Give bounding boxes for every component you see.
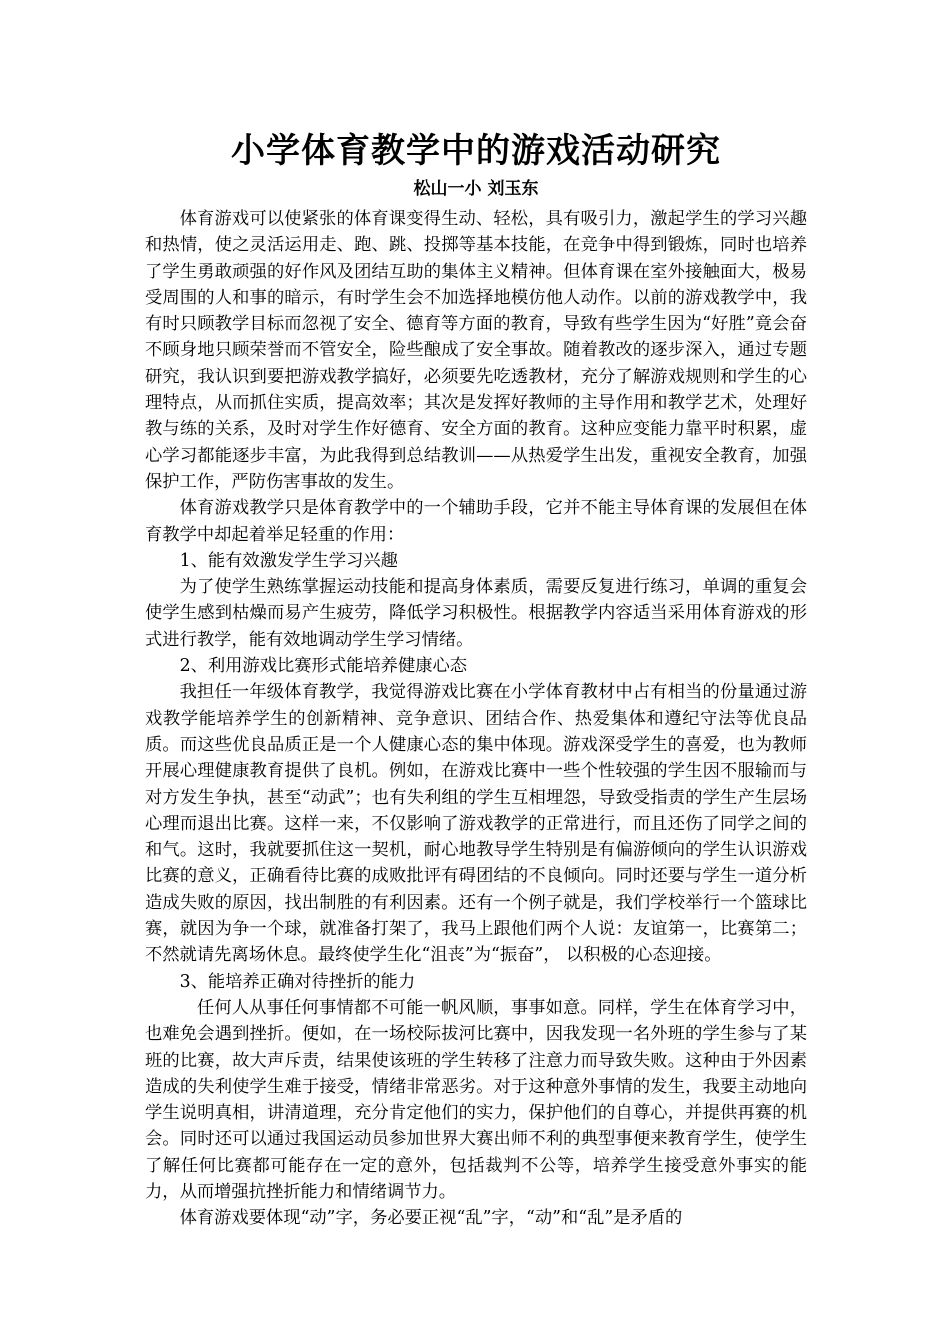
document-body	[145, 206, 807, 1232]
section-heading-3: 3、能培养正确对待挫折的能力	[179, 971, 416, 992]
paragraph-role: 体育游戏教学只是体育教学中的一个辅助手段，它并不能主导体育课的发展但在体育教学中却起着举足轻重的作用：	[145, 498, 807, 545]
section-heading-2: 2、利用游戏比赛形式能培养健康心态	[179, 656, 468, 677]
paragraph-section-2: 我担任一年级体育教学，我觉得游戏比赛在小学体育教材中占有相当的份量通过游戏教学能培养学生的创新精神、竞争意识、团结合作、热爱集体和遵纪守法等优良品质。而这些优良品质正是一个人健康心态的集中体现。游戏深受学生的喜爱，也为教师开展心理健康教育提供了良机。例如，在游戏比赛中一些个性较强的学生因不服输而与对方发生争执，甚至“动武”；也有失利组的学生互相埋怨，导致受指责的学生产生层场心理而退出比赛。这样一来，不仅影响了游戏教学的正常进行，而且还伤了同学之间的和气。这时，我就要抓住这一契机，耐心地教导学生特别是有偏游倾向的学生认识游戏比赛的意义，正确看待比赛的成败批评有碍团结的不良倾向。同时还要与学生一道分析造成失败的原因，找出制胜的有利因素。还有一个例子就是，我们学校举行一个篮球比赛，就因为争一个球，就准备打架了，我马上跟他们两个人说：友谊第一，比赛第二；不然就请先离场休息。最终使学生化“沮丧”为“振奋”， 以积极的心态迎接。	[145, 682, 807, 966]
document-page	[145, 126, 807, 1232]
paragraph-intro: 体育游戏可以使紧张的体育课变得生动、轻松，具有吸引力，激起学生的学习兴趣和热情，使之灵活运用走、跑、跳、投掷等基本技能，在竞争中得到锻炼，同时也培养了学生勇敢顽强的好作风及团结互助的集体主义精神。但体育课在室外接触面大，极易受周围的人和事的暗示，有时学生会不加选择地模仿他人动作。以前的游戏教学中，我有时只顾教学目标而忽视了安全、德育等方面的教育，导致有些学生因为“好胜”竟会奋不顾身地只顾荣誉而不管安全，险些酿成了安全事故。随着教改的逐步深入，通过专题研究，我认识到要把游戏教学搞好，必须要先吃透教材，充分了解游戏规则和学生的心理特点，从而抓住实质，提高效率；其次是发挥好教师的主导作用和教学艺术，处理好教与练的关系，及时对学生作好德育、安全方面的教育。这种应变能力靠平时积累，虚心学习都能逐步丰富，为此我得到总结教训——从热爱学生出发，重视安全教育，加强保护工作，严防伤害事故的发生。	[145, 209, 807, 492]
paragraph-section-3: 任何人从事任何事情都不可能一帆风顺，事事如意。同样，学生在体育学习中，也难免会遇到挫折。便如，在一场校际拔河比赛中，因我发现一名外班的学生参与了某班的比赛，故大声斥责，结果使该班的学生转移了注意力而导致失败。这种由于外因素造成的失利使学生难于接受，情绪非常恶劣。对于这种意外事情的发生，我要主动地向学生说明真相，讲清道理，充分肯定他们的实力，保护他们的自尊心，并提供再赛的机会。同时还可以通过我国运动员参加世界大赛出师不利的典型事便来教育学生，使学生了解任何比赛都可能存在一定的意外，包括裁判不公等，培养学生接受意外事实的能力，从而增强抗挫折能力和情绪调节力。	[145, 997, 807, 1202]
author-line: 松山一小 刘玉东	[413, 179, 539, 199]
paragraph-closing: 体育游戏要体现“动”字，务必要正视“乱”字，“动”和“乱”是矛盾的	[179, 1208, 683, 1229]
section-heading-1: 1、能有效激发学生学习兴趣	[179, 550, 398, 571]
paragraph-section-1: 为了使学生熟练掌握运动技能和提高身体素质，需要反复进行练习，单调的重复会使学生感到枯燥而易产生疲劳，降低学习积极性。根据教学内容适当采用体育游戏的形式进行教学，能有效地调动学生学习情绪。	[145, 577, 807, 650]
document-title: 小学体育教学中的游戏活动研究	[231, 131, 721, 171]
